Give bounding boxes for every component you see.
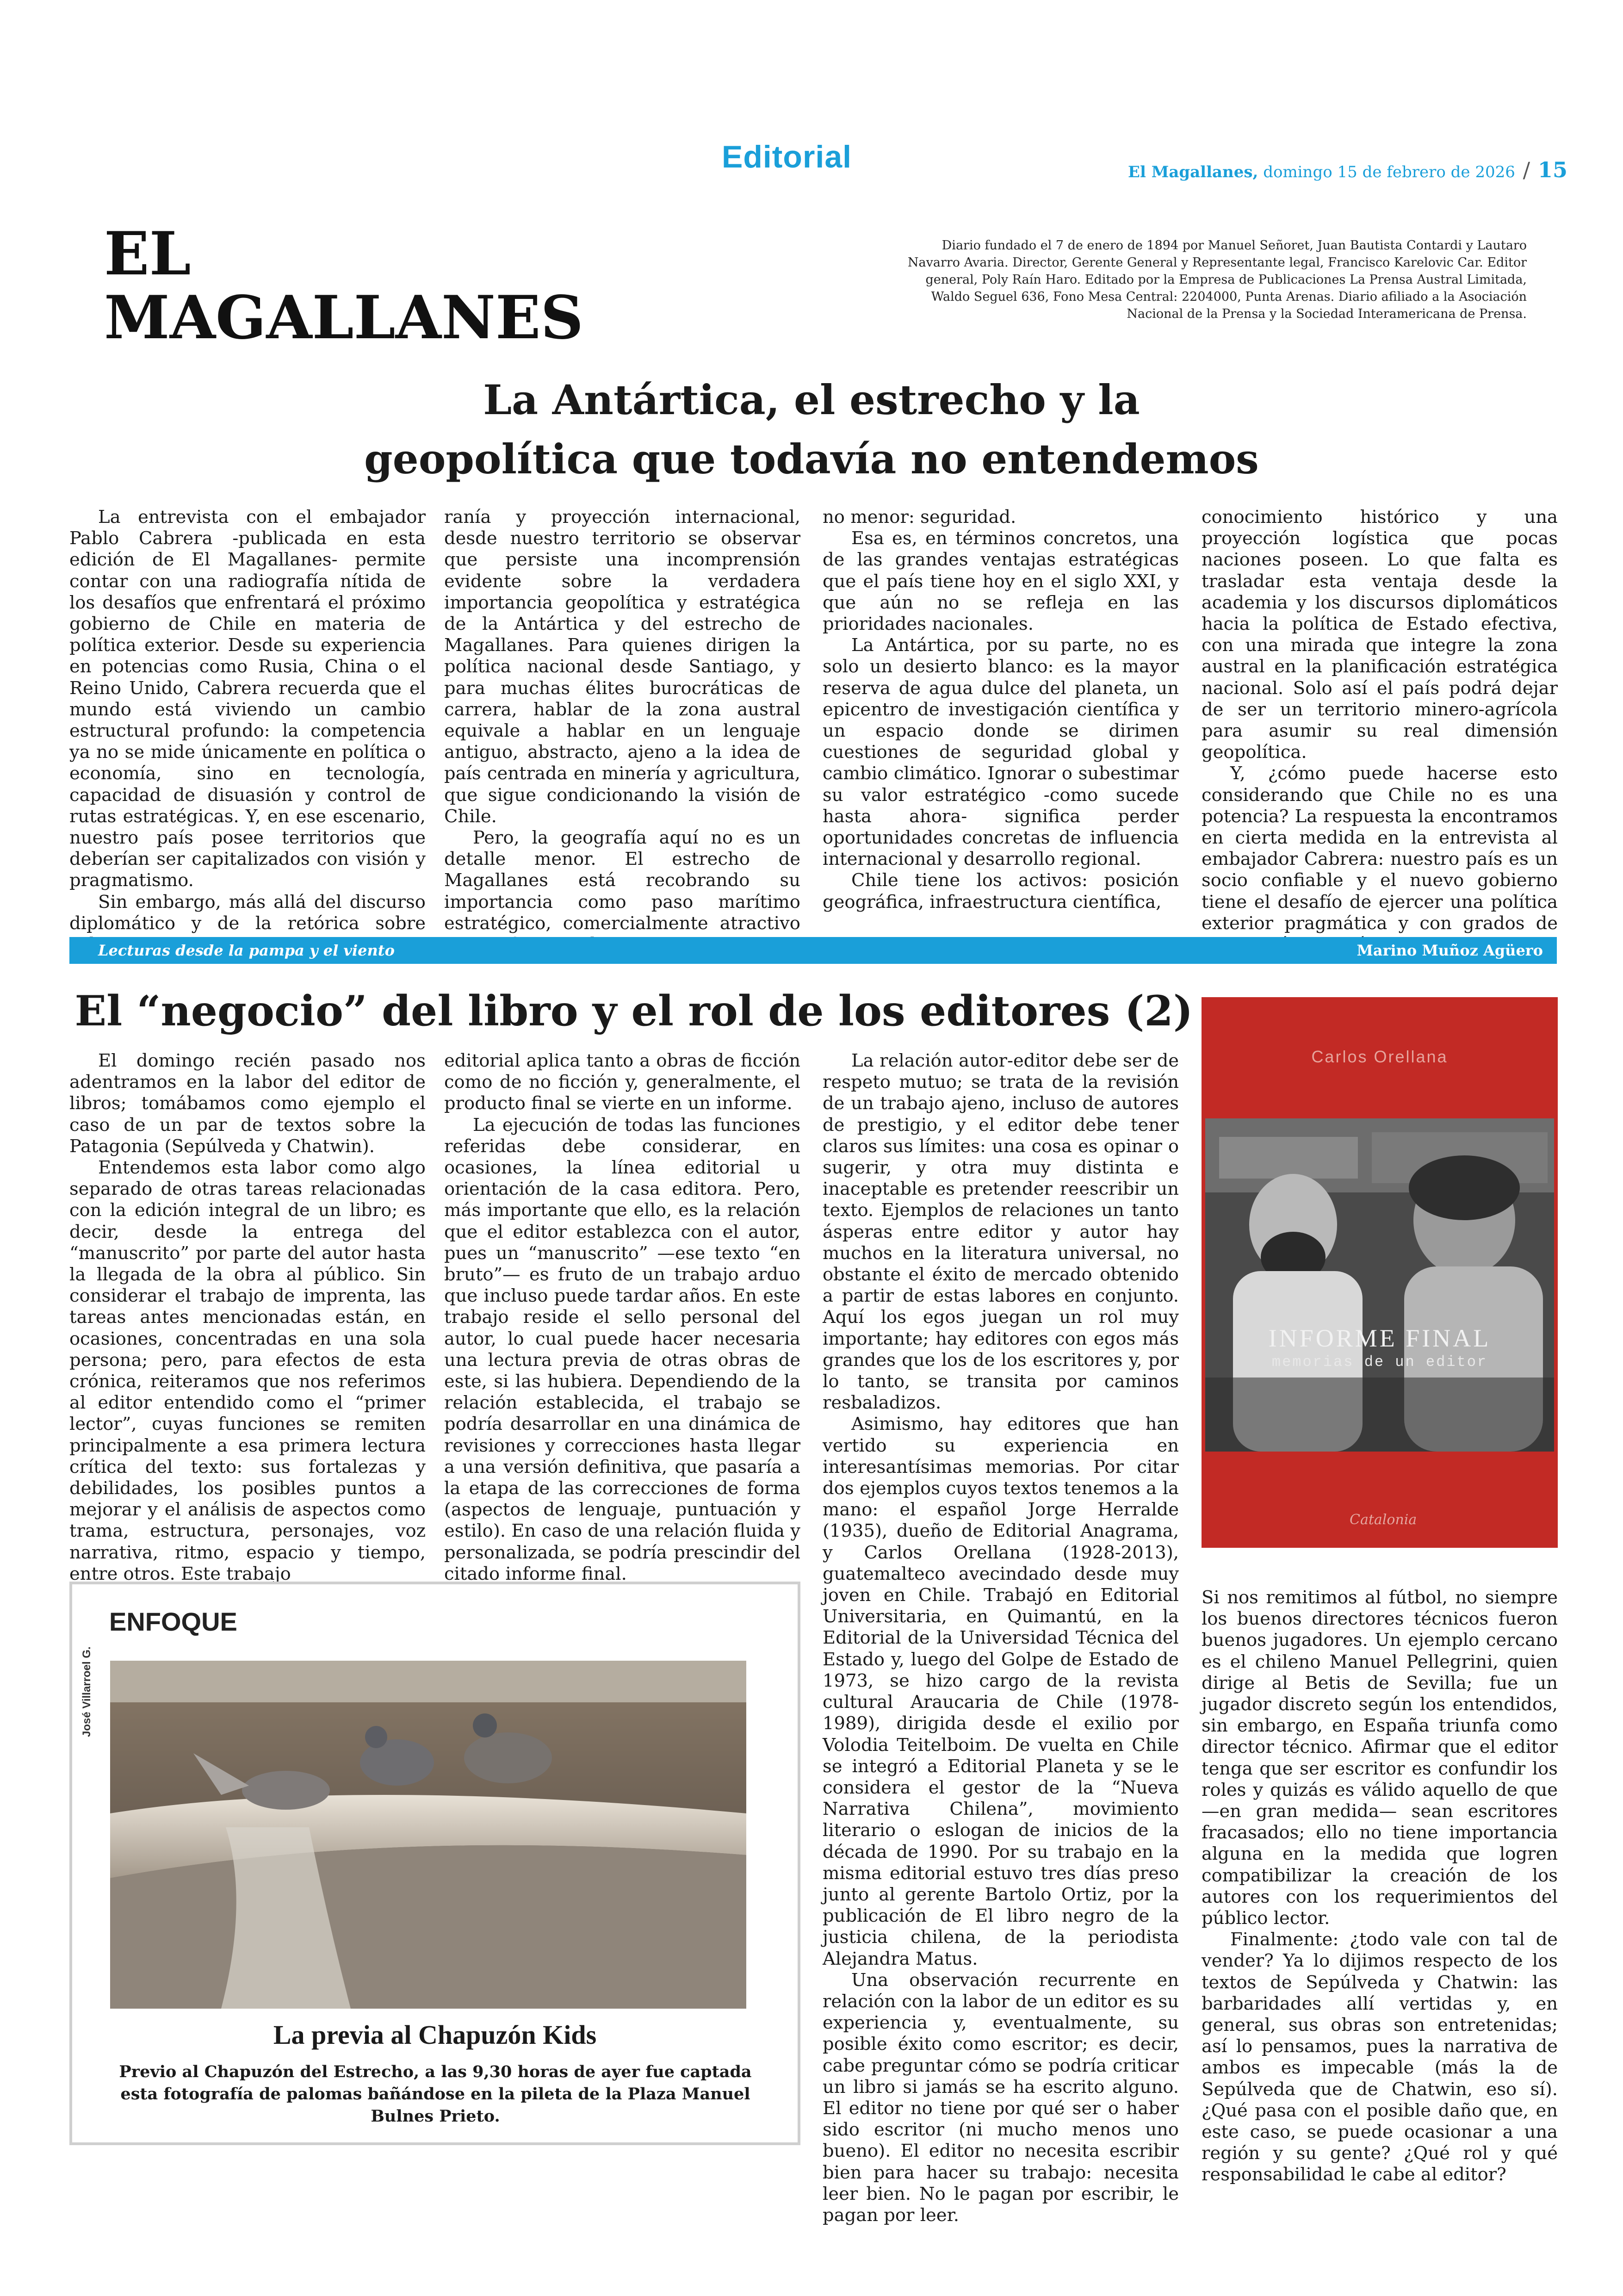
book-photo-illustration — [1205, 1118, 1554, 1452]
section-label: Editorial — [722, 139, 852, 174]
book-cover-image — [1202, 997, 1558, 1548]
page-number: 15 — [1537, 157, 1567, 182]
editorial-title-line2: geopolítica que todavía no entendemos — [364, 435, 1259, 483]
newspaper-name: El Magallanes, — [1128, 163, 1258, 181]
page-info — [1128, 157, 1567, 182]
article-column-3 — [823, 1050, 1179, 2226]
paragraph: Una observación recurrente en relación con la labor de un editor es su experiencia y, eventualmente, su posible éxito como escritor; es decir, cabe preguntar cómo se podría criticar un libro si jamás se ha escrito alguno. El editor no tiene por qué ser o haber sido escritor (ni mucho menos uno bueno). El editor no necesita escribir bien para hacer su trabajo: necesita leer bien. No le pagan por escribir, le pagan por leer. — [823, 1969, 1179, 2226]
enfoque-box — [69, 1582, 800, 2145]
paragraph: Entendemos esta labor como algo separado de otras tareas relacionadas con la edición integral de un libro; es decir, desde la entrega del “manuscrito” por parte del autor hasta la llegada de la obra al público. Sin considerar el trabajo de imprenta, las tareas antes mencionadas están, en ocasiones, concentradas en una sola persona; pero, para efectos de esta crónica, reiteramos que nos referimos al editor entendido como el “primer lector”, cuyas funciones se remiten principalmente a esa primera lectura crítica del texto: sus fortalezas y debilidades, los posibles puntos a mejorar y el análisis de aspectos como trama, estructura, personajes, voz narrativa, ritmo, espacio y tiempo, entre otros. Este trabajo — [69, 1157, 426, 1584]
paragraph: La entrevista con el embajador Pablo Cabrera -publicada en esta edición de El Magallanes- permite contar con una radiografía nítida de los desafíos que enfrentará el próximo gobierno de Chile en materia de política exterior. Desde su experiencia en potencias como Rusia, China o el Reino Unido, Cabrera recuerda que el mundo está viviendo un cambio estructural profundo: la competencia ya no se mide únicamente en política o economía, sino en tecnología, capacidad de disuasión y control de rutas estratégicas. Y, en ese escenario, nuestro país posee territorios que deberían ser capitalizados con visión y pragmatismo. — [69, 507, 426, 891]
paragraph: La Antártica, por su parte, no es solo un desierto blanco: es la mayor reserva de agua dulce del planeta, un epicentro de investigación científica y un espacio donde se dirimen cuestiones de seguridad global y cambio climático. Ignorar o subestimar su valor estratégico -como sucede hasta ahora- significa perder oportunidades concretas de influencia internacional y desarrollo regional. — [823, 635, 1179, 870]
editorial-column-2 — [444, 507, 800, 956]
paragraph: El domingo recién pasado nos adentramos en la labor del editor de libros; tomábamos como ejemplo el caso de un par de textos sobre la Patagonia (Sepúlveda y Chatwin). — [69, 1050, 426, 1157]
editorial-title-line1: La Antártica, el estrecho y la — [483, 376, 1140, 424]
paragraph: Y, ¿cómo puede hacerse esto considerando que Chile no es una potencia? La respuesta la encontramos en cierta medida en la entrevista al embajador Cabrera: nuestro país es un socio confiable y el nuevo gobierno tiene el desafío de ejercer una política exterior pragmática y con grados de — [1202, 763, 1558, 934]
page-date: domingo 15 de febrero de 2026 — [1263, 163, 1515, 181]
article-column-1 — [69, 1050, 426, 1585]
paragraph: Si nos remitimos al fútbol, no siempre los buenos directores técnicos fueron buenos jugadores. Un ejemplo cercano es el chileno Manuel Pellegrini, quien dirige al Betis de Sevilla; fue un jugador discreto según los entendidos, sin embargo, en España triunfa como director técnico. Afirmar que el editor tenga que ser escritor es confundir los roles y quizás es válido aquello de que —en gran medida— sean escritores fracasados; ello no tiene importancia alguna en la medida que logren compatibilizar la creación de los autores con los requerimientos del público lector. — [1202, 1587, 1558, 1929]
masthead-logo — [104, 219, 583, 353]
info-line: Nacional de la Prensa y la Sociedad Interamericana de Prensa. — [1127, 307, 1527, 321]
paragraph: Finalmente: ¿todo vale con tal de vender? Ya lo dijimos respecto de los textos de Sepúlveda y Chatwin: las barbaridades allí vertidas y, en general, sus obras son entretenidas; así lo pensamos, pues la narrativa de ambos es impecable (más la de Sepúlveda que de Chatwin, eso sí). ¿Qué pasa con el posible daño que, en este caso, se puede ocasionar a una región y su gente? ¿Qué rol y qué responsabilidad le cabe al editor? — [1202, 1929, 1558, 2185]
paragraph: ranía y proyección internacional, desde nuestro territorio se observar que persiste una incomprensión evidente sobre la verdadera importancia geopolítica y estratégica de la Antártica y del estrecho de Magallanes. Para quienes dirigen la política nacional desde Santiago, y para muchas élites burocráticas de carrera, hablar de la zona austral equivale a hablar en un lenguaje antiguo, abstracto, ajeno a la idea de país centrada en minería y agricultura, que sigue condicionando la visión de Chile. — [444, 507, 800, 827]
info-line: Navarro Avaria. Director, Gerente General y Representante legal, Francisco Karelovic Car. Editor — [907, 255, 1527, 270]
paragraph: Esa es, en términos concretos, una de las grandes ventajas estratégicas que el país tiene hoy en el siglo XXI, y que aún no se refleja en las prioridades nacionales. — [823, 528, 1179, 635]
enfoque-headline: La previa al Chapuzón Kids — [273, 2020, 597, 2050]
masthead-info — [870, 237, 1527, 323]
book-cover-photo — [1205, 1118, 1554, 1452]
article-title: El “negocio” del libro y el rol de los editores (2) — [74, 987, 1193, 1036]
paragraph: Pero, la geografía aquí no es un detalle menor. El estrecho de Magallanes está recobrando su importancia como paso marítimo estratégico, comercialmente atractivo — [444, 827, 800, 934]
column-band — [69, 937, 1557, 964]
editorial-title — [0, 370, 1623, 489]
paragraph: La ejecución de todas las funciones referidas debe considerar, en ocasiones, la línea editorial u orientación de la casa editora. Pero, más importante que ello, es la relación que el editor establezca con el autor, pues un “manuscrito” —ese texto “en bruto”— es fruto de un trabajo arduo que incluso puede tardar años. En este trabajo reside el sello personal del autor, lo cual puede hacer necesaria una lectura previa de otras obras de este, si las hubiera. Dependiendo de la relación establecida, el trabajo se podría desarrollar en una dinámica de revisiones y correcciones hasta llegar a una versión definitiva, que pasaría a la etapa de las correcciones de forma (aspectos de lenguaje, puntuación y estilo). En caso de una relación fluida y personalizada, se podría prescindir del citado informe final. — [444, 1114, 800, 1584]
paragraph: editorial aplica tanto a obras de ficción como de no ficción y, generalmente, el producto final se vierte en un informe. — [444, 1050, 800, 1114]
book-publisher: Catalonia — [1350, 1512, 1417, 1528]
info-line: Diario fundado el 7 de enero de 1894 por Manuel Señoret, Juan Bautista Contardi y Lautaro — [942, 238, 1527, 253]
book-subtitle: memorias de un editor — [1271, 1353, 1488, 1371]
page-separator: / — [1523, 157, 1530, 182]
enfoque-caption: Previo al Chapuzón del Estrecho, a las 9,30 horas de ayer fue captada esta fotografía de palomas bañándose en la pileta de la Plaza Manuel Bulnes Prieto. — [119, 2062, 752, 2126]
pigeons-photo — [110, 1661, 746, 2009]
photo-credit: José Villarroel G. — [81, 1646, 93, 1737]
paragraph: Chile tiene los activos: posición geográfica, infraestructura científica, — [823, 870, 1179, 912]
column-author: Marino Muñoz Agüero — [1357, 942, 1543, 959]
masthead-line2: MAGALLANES — [104, 283, 583, 353]
paragraph: Asimismo, hay editores que han vertido su experiencia en interesantísimas memorias. Por citar dos ejemplos cuyos textos tenemos a la mano: el español Jorge Herralde (1935), dueño de Editorial Anagrama, y Carlos Orellana (1928-2013), guatemalteco avecindado desde muy joven en Chile. Trabajó en Editorial Universitaria, en Quimantú, en la Editorial de la Universidad Técnica del Estado y, luego del Golpe de Estado de 1973, se hizo cargo de la revista cultural Araucaria de Chile (1978-1989), dirigida desde el exilio por Volodia Teitelboim. De vuelta en Chile se integró a Editorial Planeta y se le considera el gestor de la “Nueva Narrativa Chilena”, movimiento literario o eslogan de inicios de la década de 1990. Por su trabajo en la misma editorial estuvo tres días preso junto al gerente Bartolo Ortiz, por la publicación de El libro negro de la justicia chilena, de la periodista Alejandra Matus. — [823, 1414, 1179, 1969]
paragraph: no menor: seguridad. — [823, 507, 1016, 527]
info-line: general, Poly Raín Haro. Editado por la Empresa de Publicaciones La Prensa Austral Limitada, — [925, 273, 1527, 287]
book-author: Carlos Orellana — [1311, 1047, 1448, 1066]
article-column-2 — [444, 1050, 800, 1585]
enfoque-label: ENFOQUE — [109, 1607, 237, 1636]
editorial-column-1 — [69, 507, 426, 956]
paragraph: La relación autor-editor debe ser de respeto mutuo; se trata de la revisión de un trabajo ajeno, incluso de autores de prestigio, y el editor debe tener claros sus límites: una cosa es opinar o sugerir, y otra muy distinta e inaceptable es pretender reescribir un texto. Ejemplos de relaciones un tanto ásperas entre editor y autor hay muchos en la literatura universal, no obstante el éxito de mercado obtenido a partir de estas labores en conjunto. Aquí los egos juegan un rol muy importante; hay editores con egos más grandes que los de los escritores y, por lo tanto, se transita por caminos resbaladizos. — [823, 1050, 1179, 1414]
pigeons-fountain-illustration — [110, 1661, 746, 2009]
masthead-line1: EL — [104, 219, 191, 289]
column-name: Lecturas desde la pampa y el viento — [98, 942, 395, 959]
book-title: INFORME FINAL — [1268, 1324, 1491, 1352]
article-column-4 — [1202, 1587, 1558, 2186]
editorial-column-3 — [823, 507, 1179, 913]
info-line: Waldo Seguel 636, Fono Mesa Central: 2204000, Punta Arenas. Diario afiliado a la Asociación — [931, 290, 1527, 304]
paragraph: Sin embargo, más allá del discurso diplomático y de la retórica sobre — [69, 891, 426, 934]
paragraph: conocimiento histórico y una proyección logística que pocas naciones poseen. Lo que falta es trasladar esta ventaja desde la academia y los discursos diplomáticos hacia la política de Estado efectiva, con una mirada que integre la zona austral en la planificación estratégica nacional. Solo así el país podrá dejar de ser un territorio minero-agrícola para asumir su real dimensión geopolítica. — [1202, 507, 1558, 763]
editorial-column-4 — [1202, 507, 1558, 956]
